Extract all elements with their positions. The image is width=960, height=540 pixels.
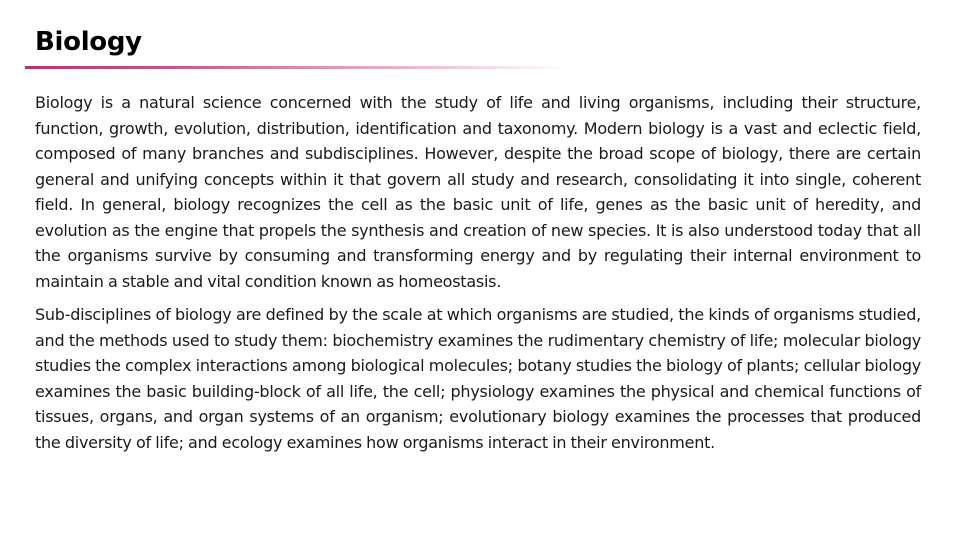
paragraph-intro: Biology is a natural science concerned with the study of life and living organisms, including their structure, function, growth, evolution, distribution, identification and taxonomy. Modern biology is a vast and eclectic field, composed of many branches and subdisciplines. However, despite the broad scope of biology, there are certain general and unifying concepts within it that govern all study and research, consolidating it into single, coherent field. In general, biology recognizes the cell as the basic unit of life, genes as the basic unit of heredity, and evolution as the engine that propels the synthesis and creation of new species. It is also understood today that all the organisms survive by consuming and transforming energy and by regulating their internal environment to maintain a stable and vital condition known as homeostasis. [35, 93, 921, 291]
slide-body [35, 90, 921, 455]
slide-title: Biology [35, 27, 142, 57]
title-underline [25, 66, 565, 69]
paragraph-subdisciplines: Sub-disciplines of biology are defined by the scale at which organisms are studied, the kinds of organisms studied, and the methods used to study them: biochemistry examines the rudimentary chemistry of life; molecular biology studies the complex interactions among biological molecules; botany studies the biology of plants; cellular biology examines the basic building-block of all life, the cell; physiology examines the physical and chemical functions of tissues, organs, and organ systems of an organism; evolutionary biology examines the processes that produced the diversity of life; and ecology examines how organisms interact in their environment. [35, 305, 921, 452]
